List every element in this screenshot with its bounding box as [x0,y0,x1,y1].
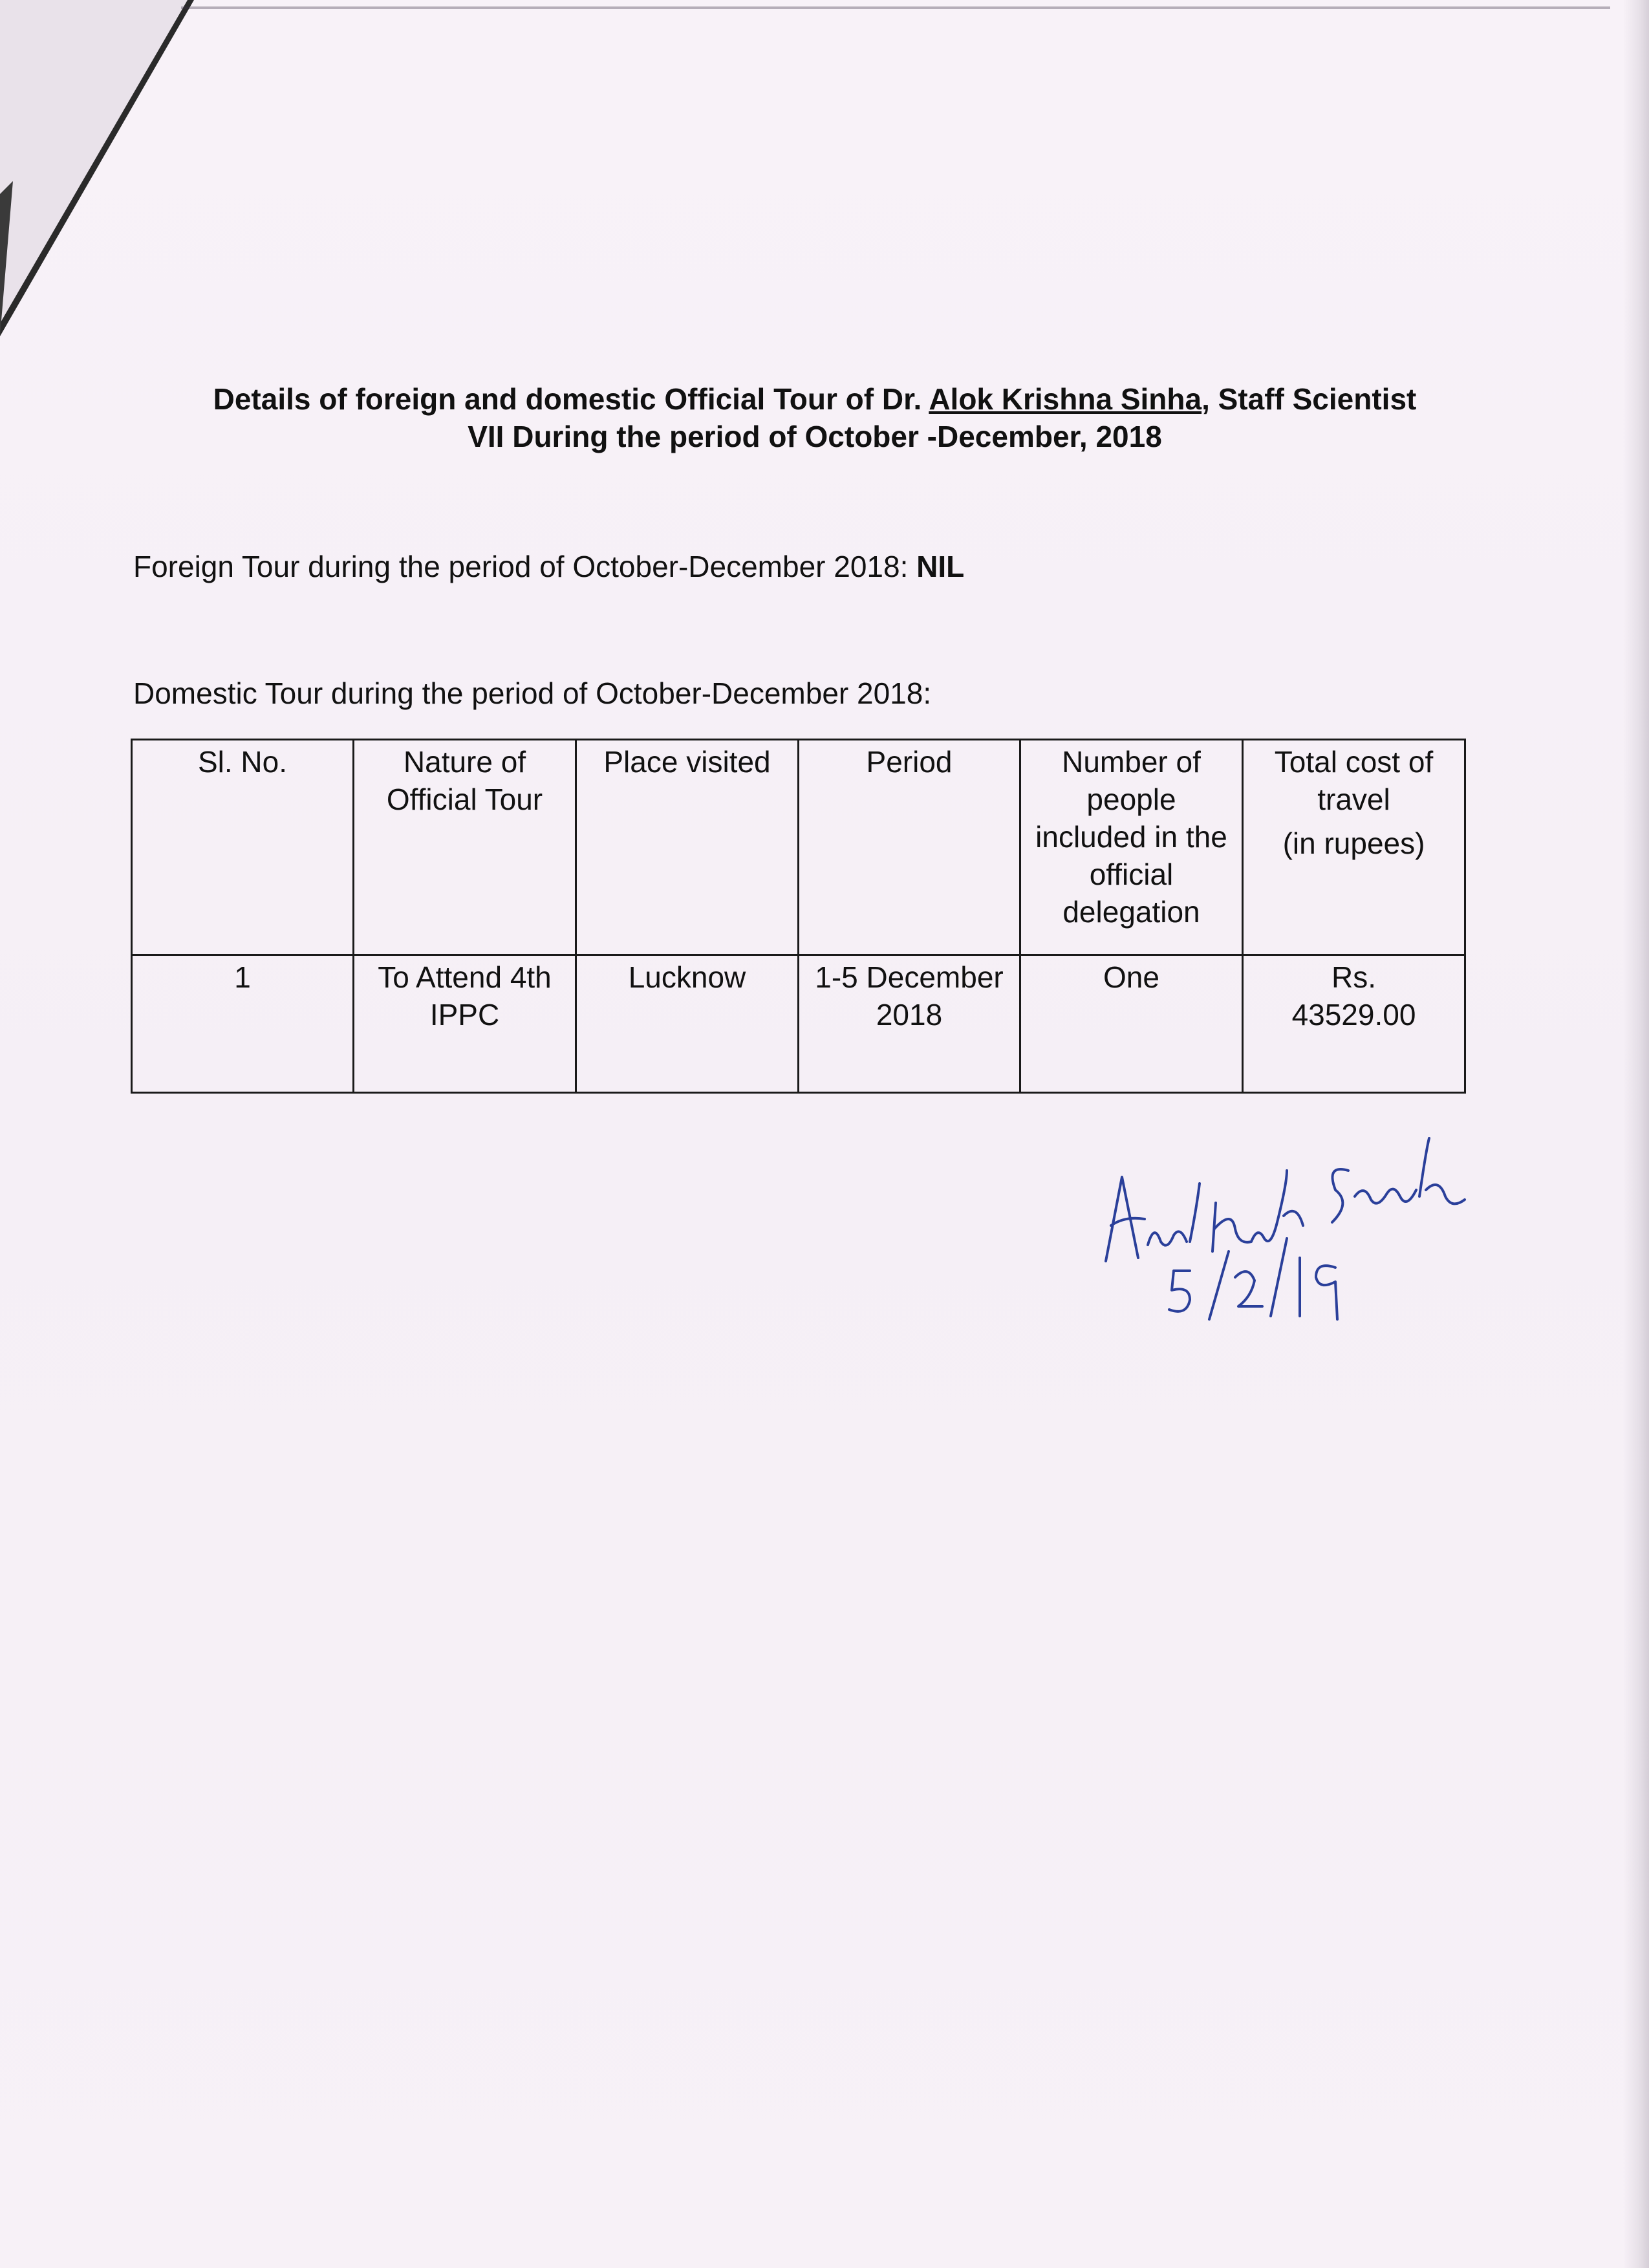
scientist-name: Alok Krishna Sinha [929,382,1202,416]
foreign-tour-value: NIL [916,550,965,583]
header-cost [1243,740,1465,955]
cell-period: 1-5 December 2018 [799,955,1020,1093]
title-prefix: Details of foreign and domestic Official Tour of Dr. [213,382,929,416]
cell-cost [1243,955,1465,1093]
header-cost-note: (in rupees) [1282,826,1425,860]
header-period: Period [799,740,1020,955]
folded-corner-shadow [0,0,194,336]
cell-place: Lucknow [576,955,799,1093]
table-row [132,955,1465,1093]
document-title [129,380,1500,455]
foreign-tour-line [133,548,964,585]
cell-people: One [1020,955,1243,1093]
header-nature: Nature of Official Tour [354,740,576,955]
header-place: Place visited [576,740,799,955]
domestic-tour-label: Domestic Tour during the period of October-December 2018: [133,676,932,710]
page-top-edge [181,6,1610,9]
handwritten-signature [1093,1112,1481,1326]
title-suffix: , Staff Scientist [1202,382,1417,416]
page-right-edge-shadow [1623,0,1649,2268]
bleed-through-text [788,1462,799,1502]
cell-sl-no: 1 [132,955,354,1093]
title-line-2: VII During the period of October -December, 2018 [468,420,1162,453]
header-sl-no: Sl. No. [132,740,354,955]
domestic-tour-table [131,739,1466,1094]
header-cost-label: Total cost of travel [1274,745,1434,816]
table-header-row [132,740,1465,955]
cell-cost-prefix: Rs. [1331,960,1376,994]
foreign-tour-label: Foreign Tour during the period of October-December 2018: [133,550,917,583]
cell-nature: To Attend 4th IPPC [354,955,576,1093]
cell-cost-value: 43529.00 [1291,998,1416,1031]
header-people: Number of people included in the official delegation [1020,740,1243,955]
